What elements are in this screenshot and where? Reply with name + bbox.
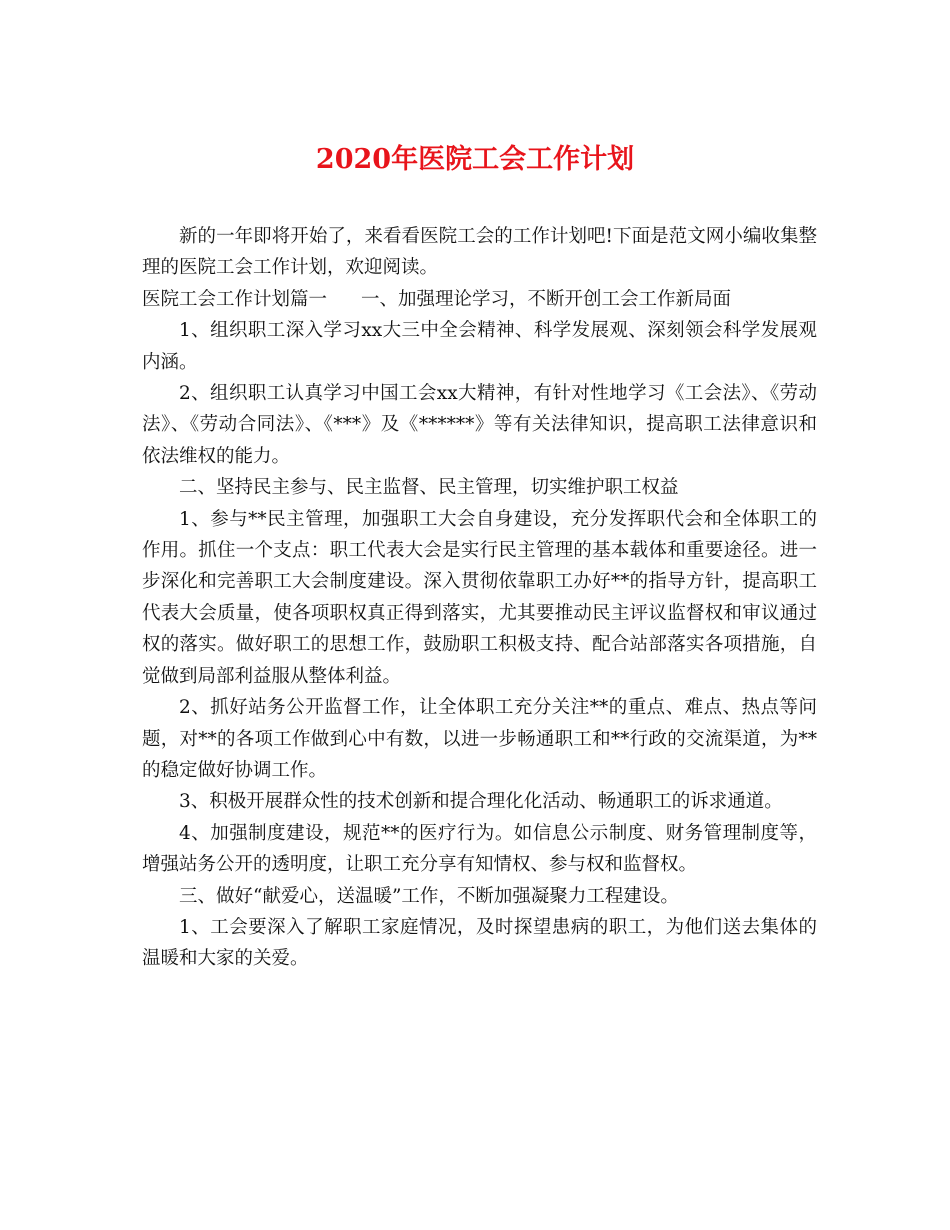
document-body xyxy=(142,221,817,975)
paragraph-7: 1、工会要深入了解职工家庭情况，及时探望患病的职工，为他们送去集体的温暖和大家的关爱。 xyxy=(142,916,817,970)
paragraph-6: 4、加强制度建设，规范**的医疗行为。如信息公示制度、财务管理制度等，增强站务公开的透明度，让职工充分享有知情权、参与权和监督权。 xyxy=(142,822,817,876)
document-title: 2020年医院工会工作计划 xyxy=(315,144,635,175)
section-heading: 一、加强理论学习，不断开创工会工作新局面 xyxy=(361,288,732,310)
section-heading-2: 二、坚持民主参与、民主监督、民主管理，切实维护职工权益 xyxy=(179,477,679,499)
section-line xyxy=(142,284,817,315)
paragraph-1: 1、组织职工深入学习xx大三中全会精神、科学发展观、深刻领会科学发展观内涵。 xyxy=(142,320,817,373)
paragraph-3: 1、参与**民主管理，加强职工大会自身建设，充分发挥职代会和全体职工的作用。抓住一个支点：职工代表大会是实行民主管理的基本载体和重要途径。进一步深化和完善职工大会制度建设。深入贯彻依靠职工办好**的指导方针，提高职工代表大会质量，使各项职权真正得到落实，尤其要推动民主评议监督权和审议通过权的落实。做好职工的思想工作，鼓励职工积极支持、配合站部落实各项措施，自觉做到局部利益服从整体利益。 xyxy=(142,508,817,687)
paragraph-5: 3、积极开展群众性的技术创新和提合理化化活动、畅通职工的诉求通道。 xyxy=(179,791,783,813)
paragraph-4: 2、抓好站务公开监督工作，让全体职工充分关注**的重点、难点、热点等问题，对**的各项工作做到心中有数，以进一步畅通职工和**行政的交流渠道，为**的稳定做好协调工作。 xyxy=(142,697,817,781)
paragraph-2: 2、组织职工认真学习中国工会xx大精神，有针对性地学习《工会法》、《劳动法》、《劳动合同法》、《***》及《******》等有关法律知识，提高职工法律意识和依法维权的能力。 xyxy=(142,383,817,467)
section-heading-3: 三、做好“献爱心，送温暖”工作，不断加强凝聚力工程建设。 xyxy=(179,885,679,907)
intro-paragraph: 新的一年即将开始了，来看看医院工会的工作计划吧!下面是范文网小编收集整理的医院工会工作计划，欢迎阅读。 xyxy=(142,226,817,279)
section-label: 医院工会工作计划篇一 xyxy=(142,288,328,310)
